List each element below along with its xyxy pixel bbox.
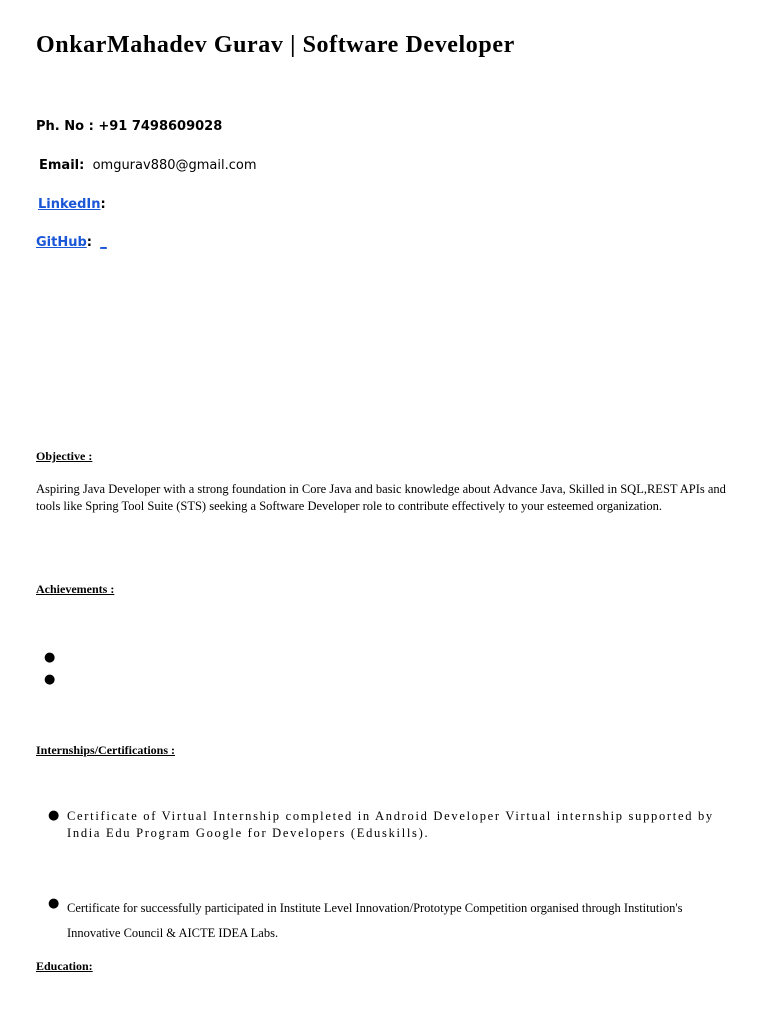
list-item [48, 896, 728, 946]
phone-line [36, 119, 222, 134]
certificate-text: Certificate for successfully participated in Institute Level Innovation/Prototype Competition organised through Institution's Innovative Council & AICTE IDEA Labs. [67, 901, 683, 940]
achievement-bullet: ● [44, 650, 56, 665]
page-title: OnkarMahadev Gurav | Software Developer [36, 32, 515, 58]
github-url-link[interactable]: _ [100, 235, 107, 250]
bullet-icon: ● [48, 896, 60, 911]
linkedin-colon: : [100, 197, 106, 212]
achievements-heading: Achievements : [36, 582, 115, 596]
phone-label: Ph. No : [36, 119, 99, 134]
linkedin-line [38, 197, 106, 212]
github-link[interactable]: GitHub [36, 235, 87, 250]
objective-heading: Objective : [36, 449, 93, 463]
github-colon: : [86, 235, 92, 250]
achievement-bullet: ● [44, 672, 56, 687]
email-line [39, 158, 257, 173]
linkedin-link[interactable]: LinkedIn [38, 197, 101, 212]
github-line [36, 235, 107, 250]
email-value[interactable]: omgurav880@gmail.com [92, 158, 257, 173]
email-label: Email: [39, 158, 85, 173]
list-item [48, 808, 728, 842]
bullet-icon: ● [48, 808, 60, 823]
education-heading: Education: [36, 959, 93, 973]
certificate-text: Certificate of Virtual Internship completed in Android Developer Virtual internship supported by India Edu Program Google for Developers (Eduskills). [67, 809, 714, 840]
internships-heading: Internships/Certifications : [36, 743, 175, 757]
phone-value: +91 7498609028 [98, 119, 223, 134]
objective-text: Aspiring Java Developer with a strong foundation in Core Java and basic knowledge about Advance Java, Skilled in SQL,REST APIs and tools like Spring Tool Suite (STS) seeking a Software Developer role to contribute effectively to your esteemed organization. [36, 482, 726, 513]
